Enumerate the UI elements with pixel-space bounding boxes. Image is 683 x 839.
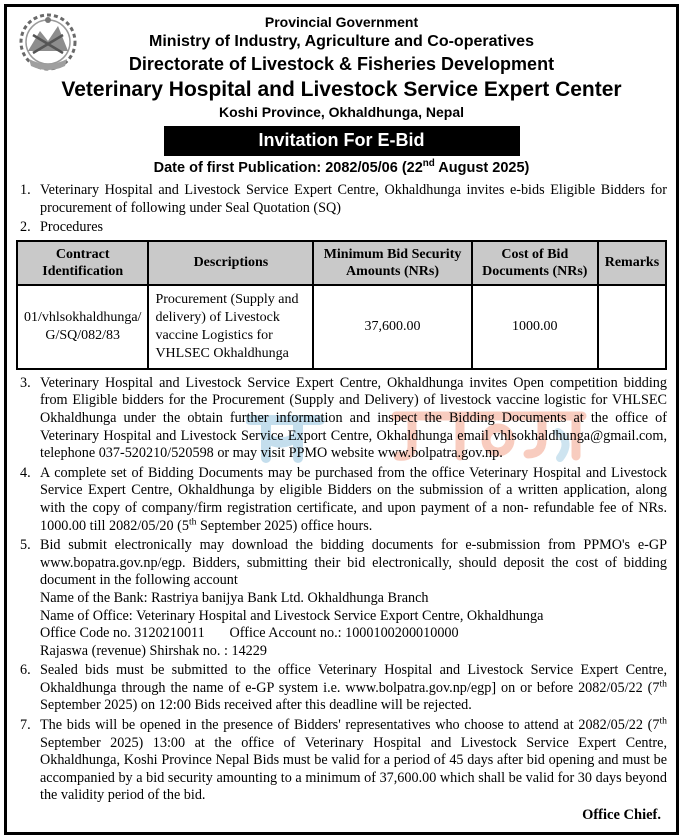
header-directorate-line: Directorate of Livestock & Fisheries Development (128, 54, 555, 74)
table-row (17, 285, 666, 369)
cell-bid-security-amount: 37,600.00 (313, 285, 471, 369)
header-office-name: Veterinary Hospital and Livestock Service Expert Center (61, 78, 622, 101)
header-location-line: Koshi Province, Okhaldhunga, Nepal (218, 104, 465, 120)
item-text: Veterinary Hospital and Livestock Service Expert Centre, Okhaldhunga invites Open competition bidding from Eligible bidders for the Procurement (Supply and Delivery) of livestock vaccine logistic for VHLSEC Okhaldhunga under the obtain further information and inspect the Bidding Documents at the office of Veterinary Hospital and Livestock Service Export Centre, Okhaldhunga email vhlsokhaldhunga@gmail.com, telephone 037-520210/520598 or may visit PPMO website www.bolpatra.gov.np. (40, 374, 667, 462)
item-text: A complete set of Bidding Documents may be purchased from the office Veterinary Hospital and Livestock Service Expert Centre, Okhaldhunga by eligible Bidders on the submission of a written application, along with the copy of company/firm registration certificate, and upon payment of a non- refundable fee of NRs. 1000.00 till 2082/05/20 (5th September 2025) office hours. (40, 464, 667, 534)
notice-item-2 (16, 219, 667, 237)
col-descriptions: Descriptions (148, 241, 313, 285)
header-ministry-line: Ministry of Industry, Agriculture and Co-operatives (149, 33, 534, 50)
item-number: 1. (20, 182, 31, 198)
item-text: Procedures (40, 219, 104, 236)
nepal-government-emblem-icon (15, 9, 81, 81)
page-border-frame (4, 4, 679, 835)
cell-remarks (598, 285, 666, 369)
col-cost-of-bid-documents: Cost of Bid Documents (NRs) (472, 241, 598, 285)
item-number: 3. (20, 374, 31, 391)
item-number: 7. (20, 717, 31, 734)
item-number: 4. (20, 464, 31, 481)
col-contract-identification: Contract Identification (17, 241, 148, 285)
office-chief-signature: Office Chief. (582, 807, 661, 824)
item-number: 2. (20, 219, 31, 236)
item-number: 5. (20, 537, 31, 554)
notice-item-4 (16, 465, 667, 535)
cell-document-cost: 1000.00 (472, 285, 598, 369)
cell-description: Procurement (Supply and delivery) of Livestock vaccine Logistics for VHLSEC Okhaldhunga (148, 285, 313, 369)
item-number: 6. (20, 662, 31, 679)
item-text: Veterinary Hospital and Livestock Service Expert Centre, Okhaldhunga invites e-bids Eligible Bidders for procurement of following under Seal Quotation (SQ) (40, 182, 667, 216)
item-text: Bid submit electronically may download the bidding documents for e-submission from PPMO's e-GP www.bopatra.gov.np/egp. Bidders, submitting their bid electronically, should deposit the cost of bidding document in the following account Name of the Bank: Rastriya banijya Bank Ltd. Okhaldhunga Branch Name of Office: Veterinary Hospital and Livestock Service Export Centre, Okhaldhunga Office Code no. 3120210011 Office Account no.: 1000100200010000 Rajaswa (revenue) Shirshak no. : 14229 (40, 537, 667, 659)
item-text: The bids will be opened in the presence of Bidders' representatives who choose to attend at 2082/05/22 (7th September 2025) 13:00 at the office of Veterinary Hospital and Livestock Service Expert Centre, Okhaldhunga, Koshi Province Nepal Bids must be valid for a period of 45 days after bid opening and must be accompanied by a bid security amounting to a minimum of 37,600.00 which shall be valid for 30 days beyond the validity period of the bid. (40, 715, 667, 804)
procurement-table (16, 240, 667, 370)
cell-contract-id: 01/vhlsokhaldhunga/ G/SQ/082/83 (17, 285, 148, 369)
publication-date: Date of first Publication: 2082/05/06 (22nd August 2025) (153, 158, 530, 176)
notice-item-6 (16, 662, 667, 715)
ebid-banner-title: Invitation For E-Bid (164, 126, 520, 156)
col-min-bid-security: Minimum Bid Security Amounts (NRs) (313, 241, 471, 285)
header-government-line: Provincial Government (264, 14, 419, 30)
notice-item-7 (16, 717, 667, 805)
col-remarks: Remarks (598, 241, 666, 285)
notice-item-5 (16, 537, 667, 660)
notice-item-1 (16, 182, 667, 217)
notice-item-3 (16, 375, 667, 463)
item-text: Sealed bids must be submitted to the office Veterinary Hospital and Livestock Service Expert Centre, Okhaldhunga through the name of e-GP system i.e. www.bolpatra.gov.np/egp] on or before 2082/05/22 (7th September 2025) on 12:00 Bids received after this deadline will be rejected. (40, 662, 667, 714)
table-header-row (17, 241, 666, 285)
